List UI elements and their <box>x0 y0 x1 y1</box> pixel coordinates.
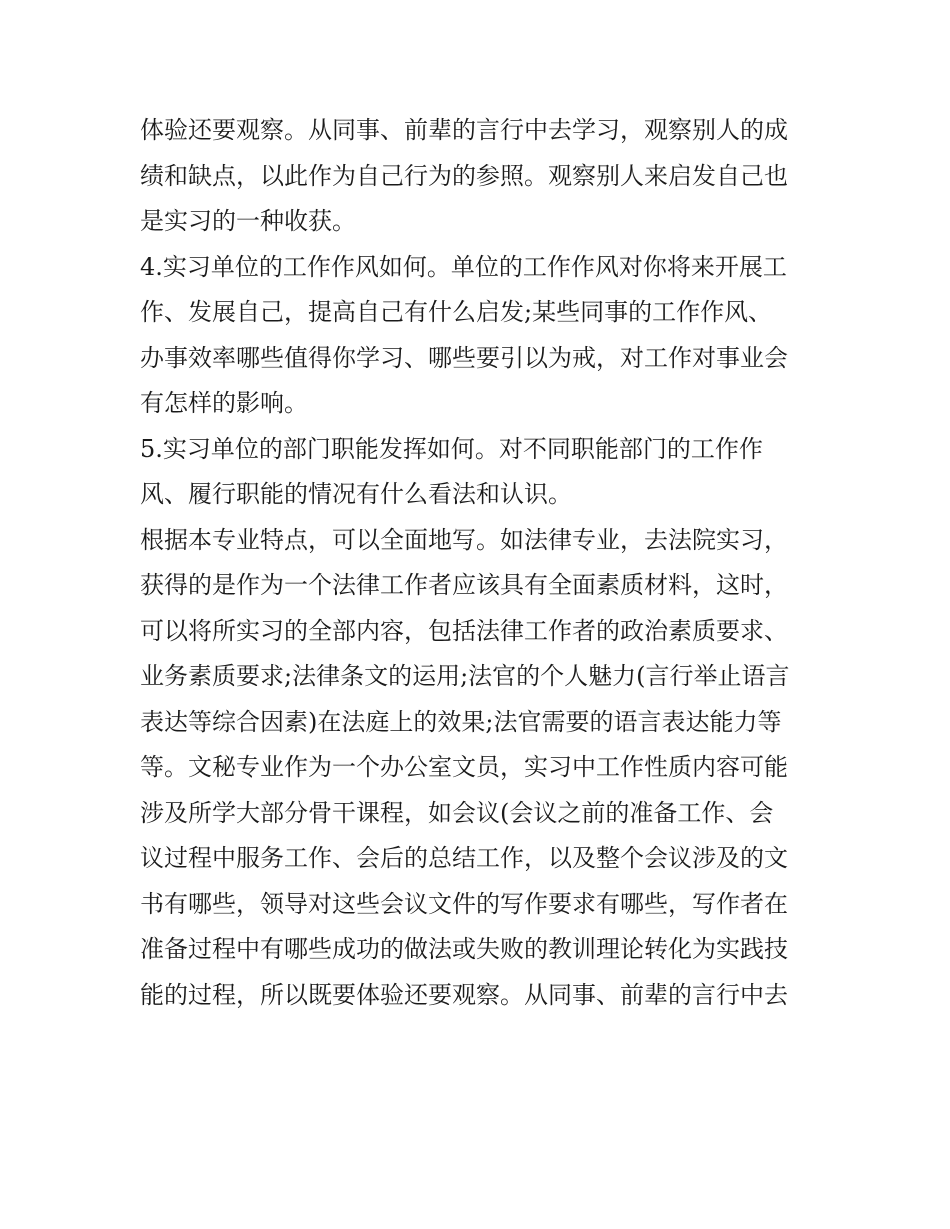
text-line: 5.实习单位的部门职能发挥如何。对不同职能部门的工作作 <box>140 434 763 463</box>
text-line: 表达等综合因素)在法庭上的效果;法官需要的语言表达能力等 <box>140 707 782 736</box>
text-line: 涉及所学大部分骨干课程，如会议(会议之前的准备工作、会 <box>140 798 774 827</box>
text-line: 绩和缺点，以此作为自己行为的参照。观察别人来启发自己也 <box>140 161 788 190</box>
text-line: 书有哪些，领导对这些会议文件的写作要求有哪些，写作者在 <box>140 889 788 918</box>
text-line: 议过程中服务工作、会后的总结工作，以及整个会议涉及的文 <box>140 844 788 872</box>
body-text <box>140 108 830 1018</box>
text-line: 获得的是作为一个法律工作者应该具有全面素质材料，这时， <box>140 571 788 599</box>
text-line: 可以将所实习的全部内容，包括法律工作者的政治素质要求、 <box>140 616 788 645</box>
text-line: 业务素质要求;法律条文的运用;法官的个人魅力(言行举止语言 <box>140 662 790 690</box>
text-line: 是实习的一种收获。 <box>140 207 356 235</box>
text-line: 准备过程中有哪些成功的做法或失败的教训理论转化为实践技 <box>140 935 788 963</box>
text-line: 作、发展自己，提高自己有什么启发;某些同事的工作作风、 <box>140 298 773 326</box>
text-line: 等。文秘专业作为一个办公室文员，实习中工作性质内容可能 <box>140 753 788 781</box>
text-line: 有怎样的影响。 <box>140 389 308 417</box>
text-line: 办事效率哪些值得你学习、哪些要引以为戒，对工作对事业会 <box>140 343 788 372</box>
text-line: 根据本专业特点，可以全面地写。如法律专业，去法院实习， <box>140 525 788 554</box>
text-line: 风、履行职能的情况有什么看法和认识。 <box>140 480 572 508</box>
text-line: 4.实习单位的工作作风如何。单位的工作作风对你将来开展工 <box>140 252 787 281</box>
text-line: 体验还要观察。从同事、前辈的言行中去学习，观察别人的成 <box>140 116 788 144</box>
text-line: 能的过程，所以既要体验还要观察。从同事、前辈的言行中去 <box>140 980 788 1009</box>
